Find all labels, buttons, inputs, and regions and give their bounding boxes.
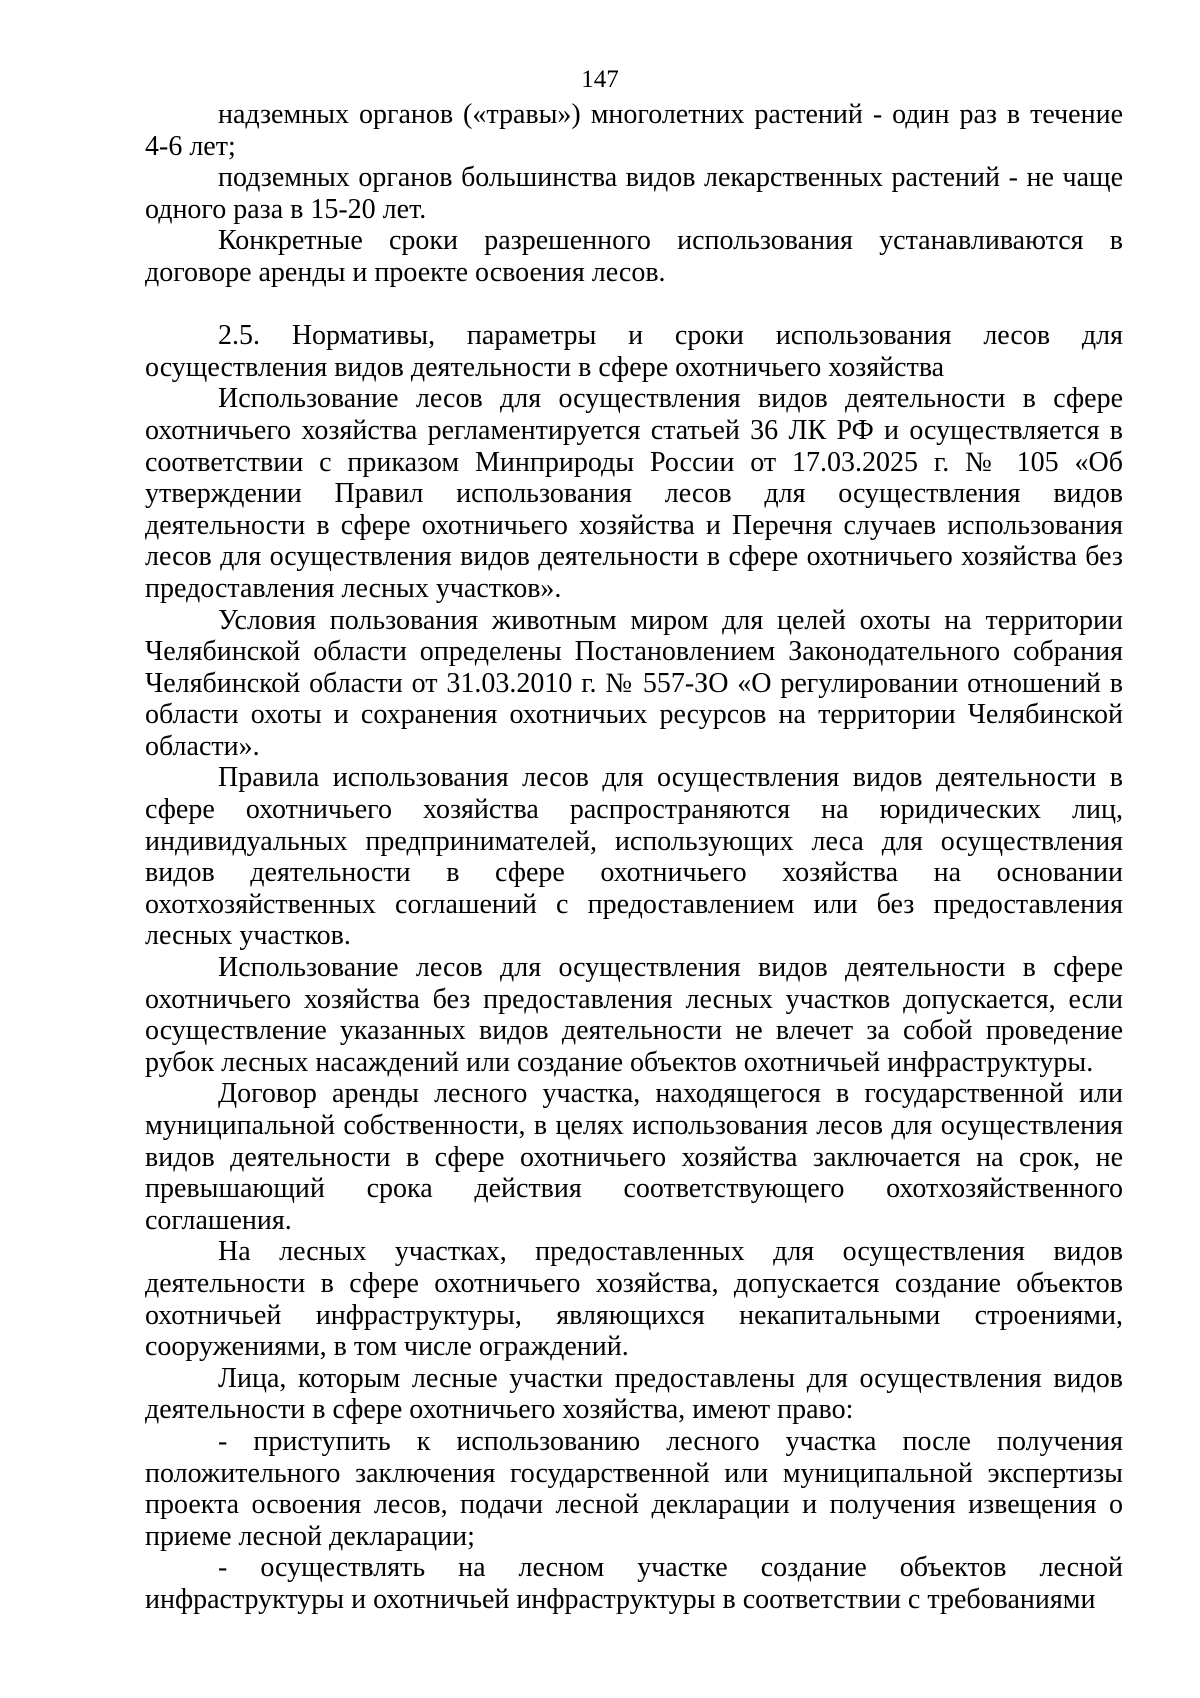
page-number: 147 bbox=[581, 66, 619, 93]
paragraph: Договор аренды лесного участка, находящегося в государственной или муниципальной собственности, в целях использования лесов для осуществления видов деятельности в сфере охотничьего хозяйства заключается на срок, не превышающий срока действия соответствующего охотхозяйственного соглашения. bbox=[145, 1078, 1123, 1236]
paragraph: надземных органов («травы») многолетних растений - один раз в течение 4-6 лет; bbox=[145, 99, 1123, 162]
paragraph: На лесных участках, предоставленных для осуществления видов деятельности в сфере охотничьего хозяйства, допускается создание объектов охотничьей инфраструктуры, являющихся некапитальными строениями, сооружениями, в том числе ограждений. bbox=[145, 1236, 1123, 1363]
document-body bbox=[145, 99, 1123, 1616]
paragraph: Использование лесов для осуществления видов деятельности в сфере охотничьего хозяйства без предоставления лесных участков допускается, если осуществление указанных видов деятельности не влечет за собой проведение рубок лесных насаждений или создание объектов охотничьей инфраструктуры. bbox=[145, 952, 1123, 1078]
list-item: - приступить к использованию лесного участка после получения положительного заключения государственной или муниципальной экспертизы проекта освоения лесов, подачи лесной декларации и получения извещения о приеме лесной декларации; bbox=[145, 1425, 1123, 1552]
paragraph: Правила использования лесов для осуществления видов деятельности в сфере охотничьего хозяйства распространяются на юридических лиц, индивидуальных предпринимателей, использующих леса для осуществления видов деятельности в сфере охотничьего хозяйства на основании охотхозяйственных соглашений с предоставлением или без предоставления лесных участков. bbox=[145, 762, 1123, 952]
paragraph: Конкретные сроки разрешенного использования устанавливаются в договоре аренды и проекте освоения лесов. bbox=[145, 225, 1123, 288]
paragraph: Лица, которым лесные участки предоставлены для осуществления видов деятельности в сфере охотничьего хозяйства, имеют право: bbox=[145, 1362, 1123, 1426]
section-heading: 2.5. Нормативы, параметры и сроки использования лесов для осуществления видов деятельности в сфере охотничьего хозяйства bbox=[145, 320, 1123, 383]
paragraph: подземных органов большинства видов лекарственных растений - не чаще одного раза в 15-20 лет. bbox=[145, 162, 1123, 225]
list-item: - осуществлять на лесном участке создание объектов лесной инфраструктуры и охотничьей инфраструктуры в соответствии с требованиями bbox=[145, 1552, 1123, 1615]
paragraph: Использование лесов для осуществления видов деятельности в сфере охотничьего хозяйства регламентируется статьей 36 ЛК РФ и осуществляется в соответствии с приказом Минприроды России от 17.03.2025 г. № 105 «Об утверждении Правил использования лесов для осуществления видов деятельности в сфере охотничьего хозяйства и Перечня случаев использования лесов для осуществления видов деятельности в сфере охотничьего хозяйства без предоставления лесных участков». bbox=[145, 383, 1123, 604]
paragraph: Условия пользования животным миром для целей охоты на территории Челябинской области определены Постановлением Законодательного собрания Челябинской области от 31.03.2010 г. № 557-ЗО «О регулировании отношений в области охоты и сохранения охотничьих ресурсов на территории Челябинской области». bbox=[145, 604, 1123, 762]
